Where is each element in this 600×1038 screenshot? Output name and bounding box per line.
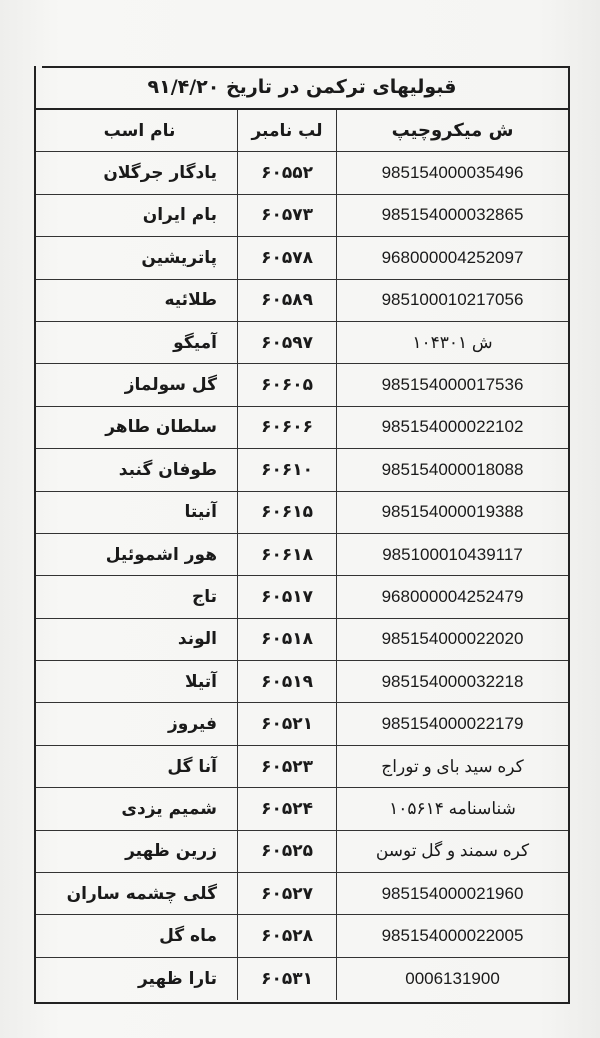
table-row <box>36 703 568 745</box>
lab-number-cell: ۶۰۶۰۵ <box>237 364 337 405</box>
microchip-cell: 985154000022005 <box>381 926 524 946</box>
table-row <box>36 915 568 957</box>
horse-name-cell: هور اشموئیل <box>105 544 217 565</box>
lab-number-cell: ۶۰۵۷۸ <box>237 237 337 278</box>
table-row <box>36 492 568 534</box>
microchip-cell: ش ۱۰۴۳۰۱ <box>412 332 493 352</box>
table-row <box>36 661 568 703</box>
horse-name-cell: الوند <box>177 629 217 650</box>
lab-number-cell: ۶۰۵۱۸ <box>237 619 337 660</box>
lab-number-cell: ۶۰۶۰۶ <box>237 407 337 448</box>
microchip-cell: 985154000032865 <box>381 205 524 225</box>
horse-name-cell: زرین ظهیر <box>125 841 217 862</box>
lab-number-cell: ۶۰۶۱۰ <box>237 449 337 490</box>
microchip-cell: شناسنامه ۱۰۵۶۱۴ <box>389 798 516 818</box>
lab-number-cell: ۶۰۵۹۷ <box>237 322 337 363</box>
horse-name-cell: طوفان گنبد <box>118 459 217 480</box>
horse-name-cell: پاتریشین <box>141 247 217 268</box>
horse-name-cell: گل سولماز <box>124 375 217 396</box>
microchip-cell: 985154000035496 <box>381 163 524 183</box>
table-title: قبولیهای ترکمن در تاریخ ۹۱/۴/۲۰ <box>36 66 568 110</box>
table-row <box>36 407 568 449</box>
horse-name-cell: آنیتا <box>184 502 217 523</box>
table-row <box>36 619 568 661</box>
microchip-cell: 985154000022020 <box>381 629 524 649</box>
table-header-row <box>36 110 568 152</box>
horse-name-cell: یادگار جرگلان <box>103 163 217 184</box>
horse-name-cell: شمیم یزدی <box>121 798 217 819</box>
microchip-cell: 985100010439117 <box>382 544 523 564</box>
table-row <box>36 195 568 237</box>
header-microchip: ش میکروچیپ <box>391 120 514 142</box>
microchip-cell: 985154000017536 <box>381 375 524 395</box>
lab-number-cell: ۶۰۶۱۸ <box>237 534 337 575</box>
microchip-cell: 0006131900 <box>405 969 500 988</box>
table-row <box>36 364 568 406</box>
table-row <box>36 746 568 788</box>
microchip-cell: 968000004252479 <box>381 586 524 606</box>
microchip-cell: کره سمند و گل توسن <box>375 841 530 861</box>
lab-number-cell: ۶۰۵۲۱ <box>237 703 337 744</box>
horse-name-cell: گلی چشمه ساران <box>66 883 217 904</box>
horse-name-cell: طلائیه <box>164 290 217 311</box>
table-row <box>36 788 568 830</box>
microchip-cell: 985154000018088 <box>381 459 524 479</box>
microchip-cell: کره سید بای و توراج <box>381 756 524 776</box>
table-row <box>36 237 568 279</box>
horse-name-cell: آمیگو <box>173 332 217 353</box>
lab-number-cell: ۶۰۵۸۹ <box>237 280 337 321</box>
horse-name-cell: تارا ظهیر <box>137 969 217 989</box>
table-row <box>36 831 568 873</box>
microchip-cell: 985154000019388 <box>381 502 524 522</box>
horse-name-cell: بام ایران <box>142 205 217 226</box>
lab-number-cell: ۶۰۶۱۵ <box>237 492 337 533</box>
microchip-cell: 985154000032218 <box>381 671 524 691</box>
horse-name-cell: سلطان طاهر <box>105 417 217 438</box>
table-row <box>36 322 568 364</box>
table-row <box>36 576 568 618</box>
header-horse-name: نام اسب <box>103 120 176 141</box>
table-row <box>36 449 568 491</box>
lab-number-cell: ۶۰۵۱۹ <box>237 661 337 702</box>
horse-registry-table <box>34 66 570 1004</box>
lab-number-cell: ۶۰۵۵۲ <box>237 152 337 193</box>
microchip-cell: 985154000021960 <box>381 883 524 903</box>
horse-name-cell: آنا گل <box>167 756 217 777</box>
horse-name-cell: تاج <box>191 586 217 607</box>
microchip-cell: 985154000022179 <box>381 714 524 734</box>
horse-name-cell: آتیلا <box>184 671 217 692</box>
horse-name-cell: فیروز <box>168 714 217 735</box>
table-row <box>36 280 568 322</box>
lab-number-cell: ۶۰۵۲۸ <box>237 915 337 956</box>
lab-number-cell: ۶۰۵۲۳ <box>237 746 337 787</box>
microchip-cell: 985154000022102 <box>381 417 524 437</box>
lab-number-cell: ۶۰۵۷۳ <box>237 195 337 236</box>
lab-number-cell: ۶۰۵۲۷ <box>237 873 337 914</box>
table-row <box>36 152 568 194</box>
lab-number-cell: ۶۰۵۱۷ <box>237 576 337 617</box>
horse-name-cell: ماه گل <box>159 926 217 947</box>
header-lab-number: لب نامبر <box>237 110 337 151</box>
lab-number-cell: ۶۰۵۲۵ <box>237 831 337 872</box>
lab-number-cell: ۶۰۵۳۱ <box>237 958 337 1000</box>
microchip-cell: 968000004252097 <box>381 247 524 267</box>
table-row <box>36 958 568 1000</box>
microchip-cell: 985100010217056 <box>381 290 524 310</box>
table-row <box>36 534 568 576</box>
table-row <box>36 873 568 915</box>
lab-number-cell: ۶۰۵۲۴ <box>237 788 337 829</box>
